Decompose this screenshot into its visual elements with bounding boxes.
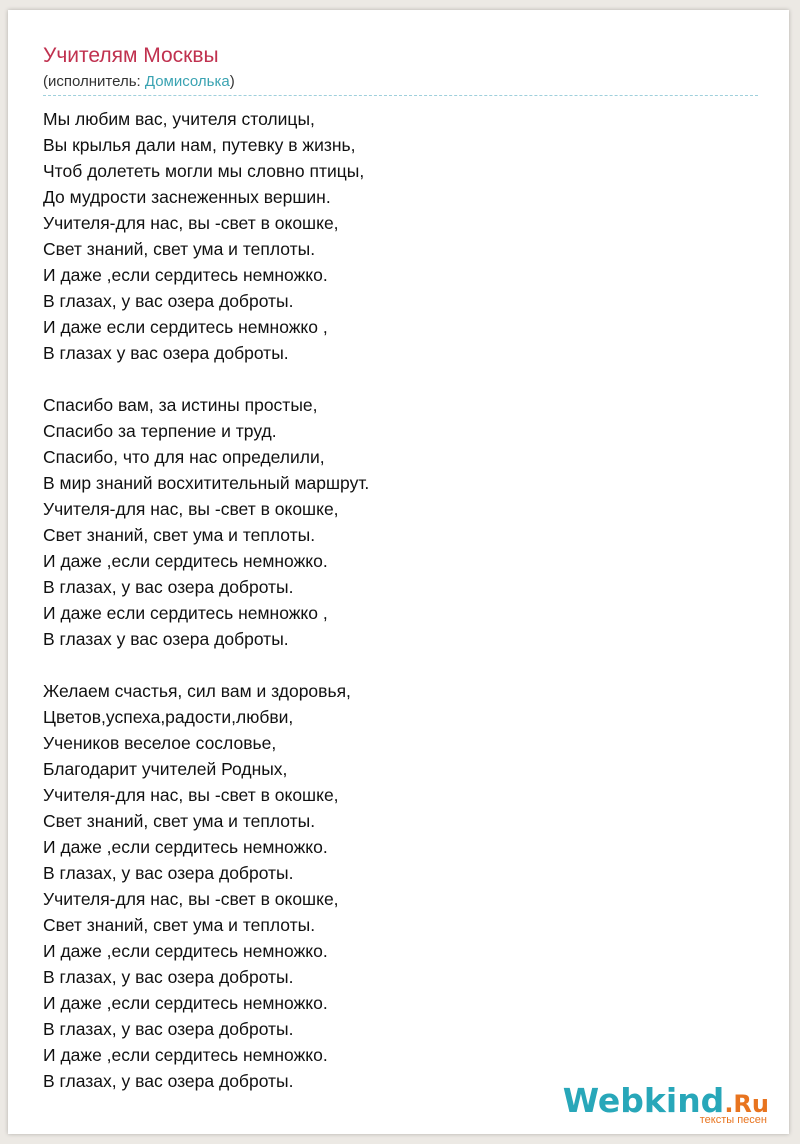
lyric-line: Спасибо, что для нас определили, — [43, 447, 325, 467]
lyric-line: В глазах, у вас озера доброты. — [43, 967, 294, 987]
title-divider — [43, 95, 758, 96]
lyric-line: Благодарит учителей Родных, — [43, 759, 288, 779]
artist-link[interactable]: Домисолька — [144, 73, 230, 90]
lyric-line: В глазах, у вас озера доброты. — [43, 577, 294, 597]
lyric-line: И даже если сердитесь немножко , — [43, 317, 328, 337]
lyric-line: Учителя-для нас, вы -свет в окошке, — [43, 785, 339, 805]
performer-prefix: (исполнитель: — [43, 73, 145, 90]
lyric-line: И даже ,если сердитесь немножко. — [43, 551, 328, 571]
lyric-line: И даже ,если сердитесь немножко. — [43, 837, 328, 857]
lyric-line: Вы крылья дали нам, путевку в жизнь, — [43, 135, 356, 155]
lyric-line: Спасибо вам, за истины простые, — [43, 395, 318, 415]
performer-line — [43, 73, 235, 90]
lyric-line: И даже ,если сердитесь немножко. — [43, 993, 328, 1013]
lyric-line: Учителя-для нас, вы -свет в окошке, — [43, 889, 339, 909]
logo-tagline: тексты песен — [699, 1114, 767, 1126]
logo-tld: .Ru — [724, 1090, 769, 1118]
lyric-line: И даже ,если сердитесь немножко. — [43, 941, 328, 961]
lyric-line: И даже ,если сердитесь немножко. — [43, 265, 328, 285]
lyric-line: И даже если сердитесь немножко , — [43, 603, 328, 623]
lyrics-sheet — [8, 10, 789, 1134]
performer-suffix: ) — [229, 73, 235, 90]
lyric-line: Мы любим вас, учителя столицы, — [43, 109, 315, 129]
logo-brand-name: Webkind — [562, 1081, 725, 1120]
lyric-line: Учителя-для нас, вы -свет в окошке, — [43, 213, 339, 233]
lyric-line: В глазах, у вас озера доброты. — [43, 1071, 294, 1091]
lyric-line: Желаем счастья, сил вам и здоровья, — [43, 681, 351, 701]
lyric-line: Свет знаний, свет ума и теплоты. — [43, 811, 316, 831]
stanza — [43, 106, 369, 366]
lyric-line: Спасибо за терпение и труд. — [43, 421, 277, 441]
lyric-line: И даже ,если сердитесь немножко. — [43, 1045, 328, 1065]
lyric-line: В глазах, у вас озера доброты. — [43, 291, 294, 311]
lyric-line: Свет знаний, свет ума и теплоты. — [43, 915, 316, 935]
lyric-line: Свет знаний, свет ума и теплоты. — [43, 239, 316, 259]
lyric-line: В глазах у вас озера доброты. — [43, 629, 289, 649]
lyric-line: Учителя-для нас, вы -свет в окошке, — [43, 499, 339, 519]
lyric-line: В глазах, у вас озера доброты. — [43, 863, 294, 883]
lyric-line: До мудрости заснеженных вершин. — [43, 187, 331, 207]
lyric-line: Учеников веселое сословье, — [43, 733, 277, 753]
lyric-line: В мир знаний восхитительный маршрут. — [43, 473, 370, 493]
lyric-line: Цветов,успеха,радости,любви, — [43, 707, 294, 727]
lyric-line: Свет знаний, свет ума и теплоты. — [43, 525, 316, 545]
stanza — [43, 678, 369, 1094]
lyric-line: Чтоб долететь могли мы словно птицы, — [43, 161, 365, 181]
stanza — [43, 392, 369, 652]
lyric-line: В глазах, у вас озера доброты. — [43, 1019, 294, 1039]
lyric-line: В глазах у вас озера доброты. — [43, 343, 289, 363]
song-title: Учителям Москвы — [43, 44, 219, 67]
lyrics-body — [43, 106, 369, 1094]
webkind-logo[interactable] — [562, 1081, 769, 1126]
